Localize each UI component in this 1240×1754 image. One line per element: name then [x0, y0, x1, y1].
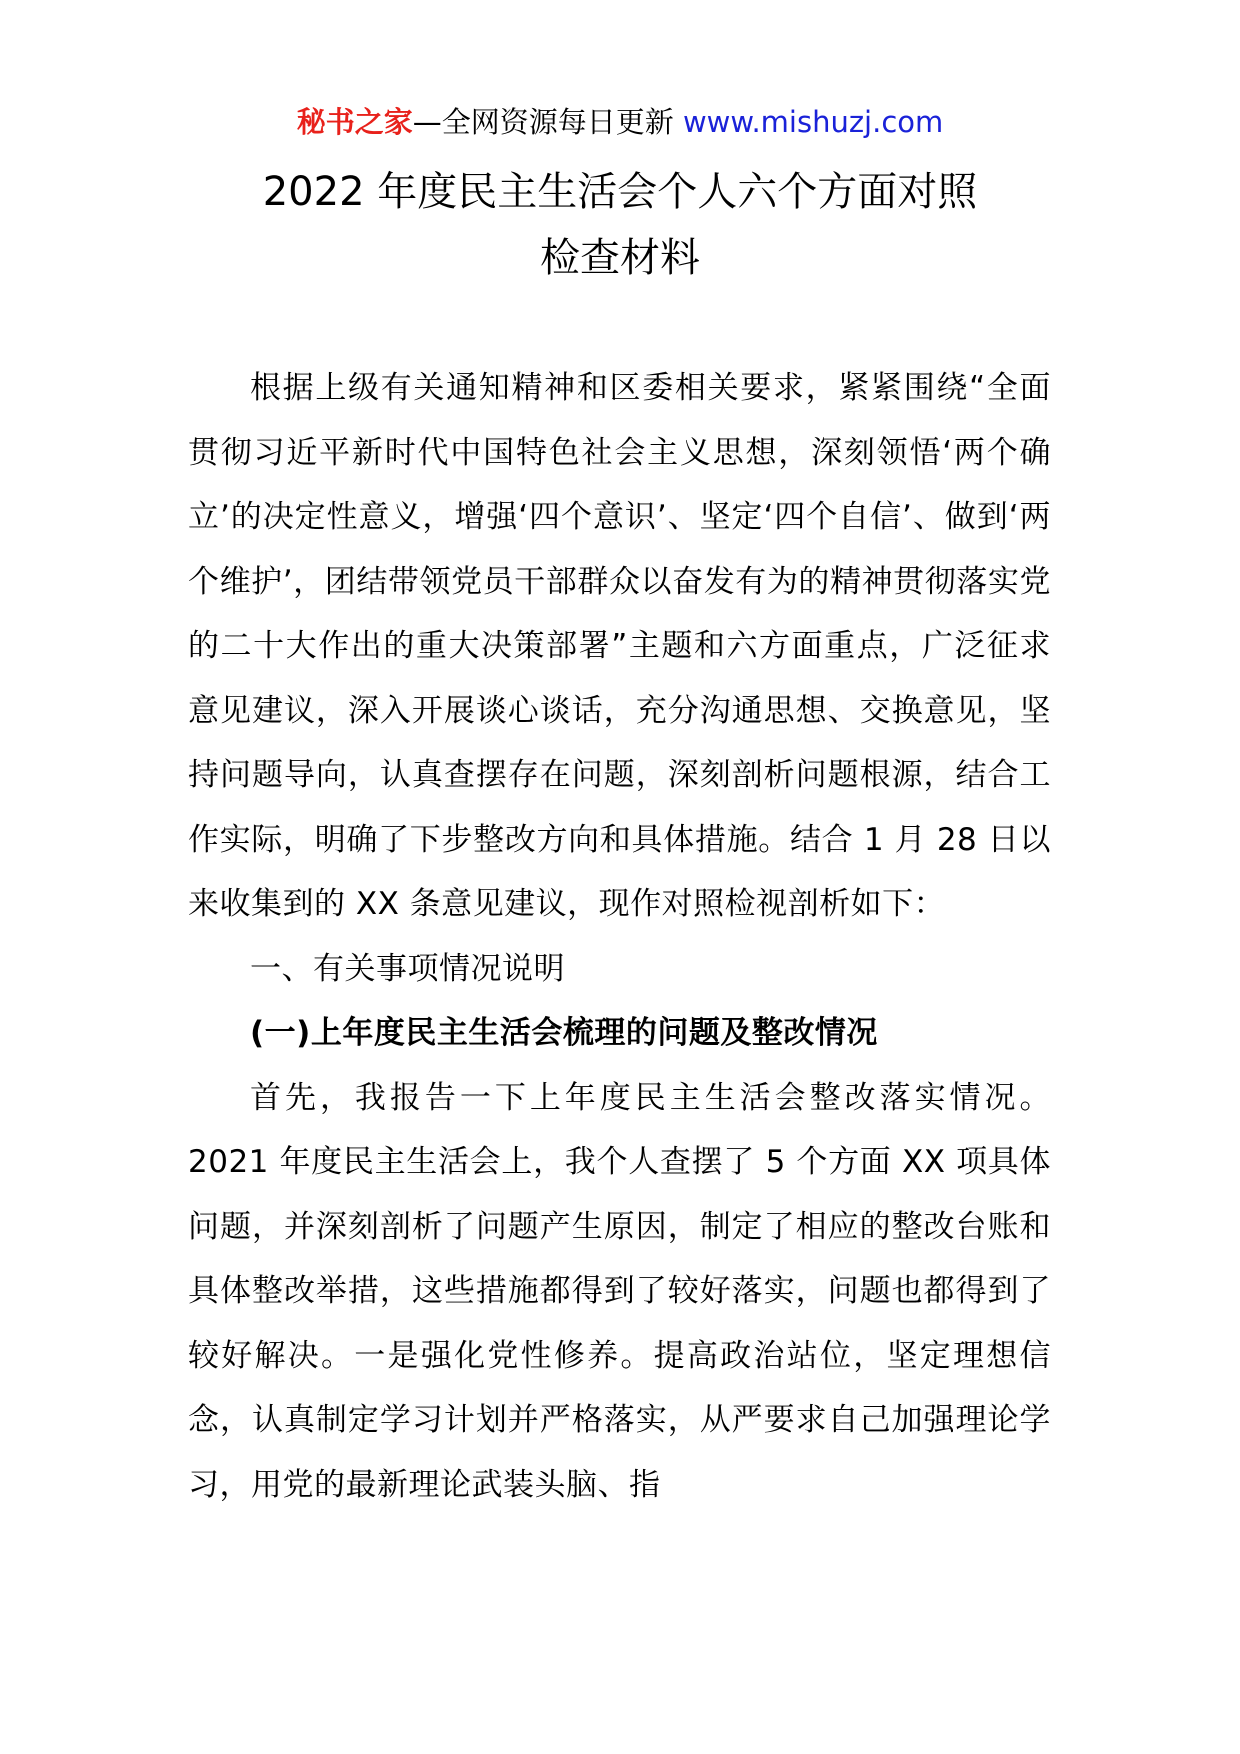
document-body: [188, 356, 1051, 1517]
header-tagline: —全网资源每日更新: [412, 105, 674, 139]
header-url[interactable]: www.mishuzj.com: [682, 105, 944, 139]
body-paragraph: 首先，我报告一下上年度民主生活会整改落实情况。2021 年度民主生活会上，我个人查摆了 5 个方面 XX 项具体问题，并深刻剖析了问题产生原因，制定了相应的整改台账和具体整改举措，这些措施都得到了较好落实，问题也都得到了较好解决。一是强化党性修养。提高政治站位，坚定理想信念，认真制定学习计划并严格落实，从严要求自己加强理论学习，用党的最新理论武装头脑、指: [188, 1079, 1051, 1503]
body-paragraph: 根据上级有关通知精神和区委相关要求，紧紧围绕“全面贯彻习近平新时代中国特色社会主义思想，深刻领悟‘两个确立’的决定性意义，增强‘四个意识’、坚定‘四个自信’、做到‘两个维护’，团结带领党员干部群众以奋发有为的精神贯彻落实党的二十大作出的重大决策部署”主题和六方面重点，广泛征求意见建议，深入开展谈心谈话，充分沟通思想、交换意见，坚持问题导向，认真查摆存在问题，深刻剖析问题根源，结合工作实际，明确了下步整改方向和具体措施。结合 1 月 28 日以来收集到的 XX 条意见建议，现作对照检视剖析如下：: [188, 370, 1051, 922]
subsection-heading: (一)上年度民主生活会梳理的问题及整改情况: [250, 1015, 878, 1051]
header-brand: 秘书之家: [296, 105, 413, 139]
document-title-line1: 2022 年度民主生活会个人六个方面对照: [262, 169, 978, 215]
document-title-line2: 检查材料: [540, 235, 700, 281]
section-heading: 一、有关事项情况说明: [250, 950, 565, 987]
watermark-header: [0, 102, 1240, 142]
